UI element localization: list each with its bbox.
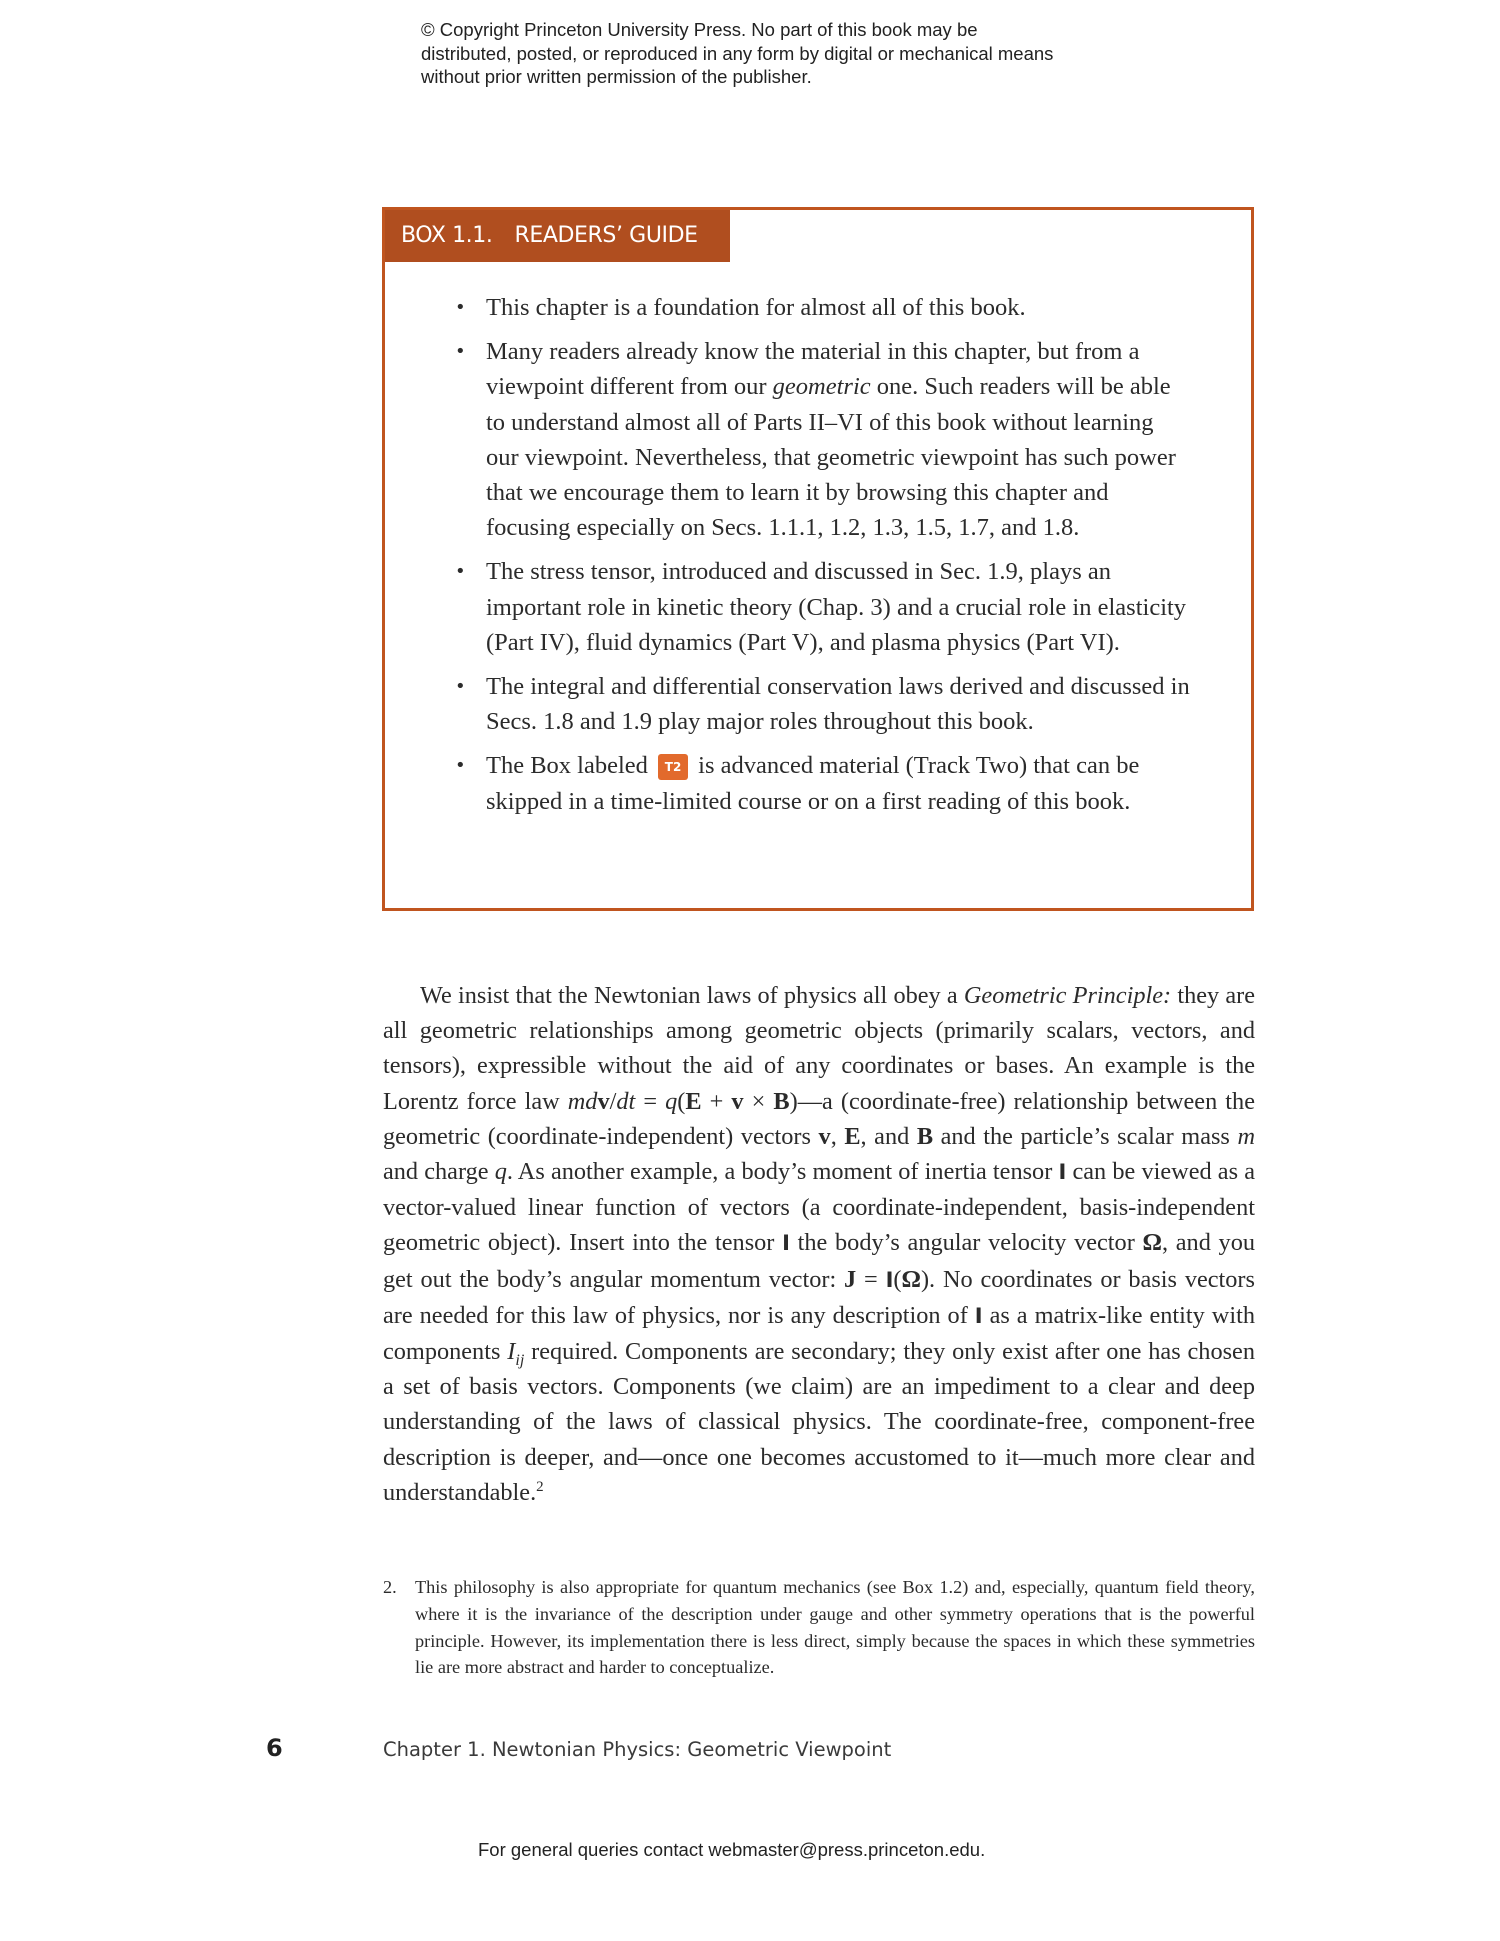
bullet-icon: • [455, 561, 466, 583]
bullet-icon: • [455, 676, 466, 698]
page-number: 6 [266, 1734, 283, 1762]
list-item: • The integral and differential conservation laws derived and discussed in Secs. 1.8 and 1.9 play major roles throughout this book. [385, 669, 1251, 739]
box-number: BOX 1.1. [401, 223, 493, 248]
bullet-icon: • [455, 755, 466, 777]
running-footer: Chapter 1. Newtonian Physics: Geometric Viewpoint [383, 1738, 892, 1761]
contact-line: For general queries contact webmaster@press.princeton.edu. [478, 1839, 986, 1860]
box-title: READERS’ GUIDE [514, 223, 698, 248]
box-list [385, 290, 1251, 828]
list-item: • The Box labeled T2 is advanced material (Track Two) that can be skipped in a time-limited course or on a first reading of this book. [385, 748, 1251, 818]
bullet-icon: • [455, 341, 466, 363]
footnote [383, 1574, 1255, 1681]
list-item: • Many readers already know the material in this chapter, but from a viewpoint different from our geometric one. Such readers will be able to understand almost all of Parts II–VI of this book without learning our viewpoint. Nevertheless, that geometric viewpoint has such power that we encourage them to learn it by browsing this chapter and focusing especially on Secs. 1.1.1, 1.2, 1.3, 1.5, 1.7, and 1.8. [385, 334, 1251, 545]
footnote-text: This philosophy is also appropriate for quantum mechanics (see Box 1.2) and, especially, quantum field theory, where it is the invariance of the description under gauge and other symmetry operations that is the powerful principle. However, its implementation there is less direct, simply because the spaces in which these symmetries lie are more abstract and harder to conceptualize. [415, 1577, 1255, 1678]
copyright-notice: © Copyright Princeton University Press. No part of this book may be distributed, posted, or reproduced in any form by digital or mechanical means without prior written permission of the publisher. [421, 19, 1054, 87]
body-paragraph: We insist that the Newtonian laws of physics all obey a Geometric Principle: they are all geometric relationships among geometric objects (primarily scalars, vectors, and tensors), expressible without the aid of any coordinates or bases. An example is the Lorentz force law mdv/dt = q(E + v × B)—a (coordinate-free) relationship between the geometric (coordinate-independent) vectors v, E, and B and the particle’s scalar mass m and charge q. As another example, a body’s moment of inertia tensor I can be viewed as a vector-valued linear function of vectors (a coordinate-independent, basis-independent geometric object). Insert into the tensor I the body’s angular velocity vector Ω, and you get out the body’s angular momentum vector: J = I(Ω). No coordinates or basis vectors are needed for this law of physics, nor is any description of I as a matrix-like entity with components $I_{ij}$ required. Components are secondary; they only exist after one has chosen a set of basis vectors. Components (we claim) are an impediment to a clear and deep understanding of the laws of classical physics. The coordinate-free, component-free description is deeper, and—once one becomes accustomed to it—much more clear and understandable.$^2$ [383, 982, 1256, 1506]
bullet-icon: • [455, 297, 466, 318]
footnote-ref: 2 [536, 1478, 544, 1495]
list-item: • This chapter is a foundation for almost all of this book. [385, 290, 1251, 325]
box-header [385, 210, 730, 262]
footnote-number: 2. [383, 1577, 397, 1597]
list-item: • The stress tensor, introduced and discussed in Sec. 1.9, plays an important role in kinetic theory (Chap. 3) and a crucial role in elasticity (Part IV), fluid dynamics (Part V), and plasma physics (Part VI). [385, 554, 1251, 660]
track-two-icon: T2 [658, 754, 688, 780]
readers-guide-box [382, 207, 1254, 911]
